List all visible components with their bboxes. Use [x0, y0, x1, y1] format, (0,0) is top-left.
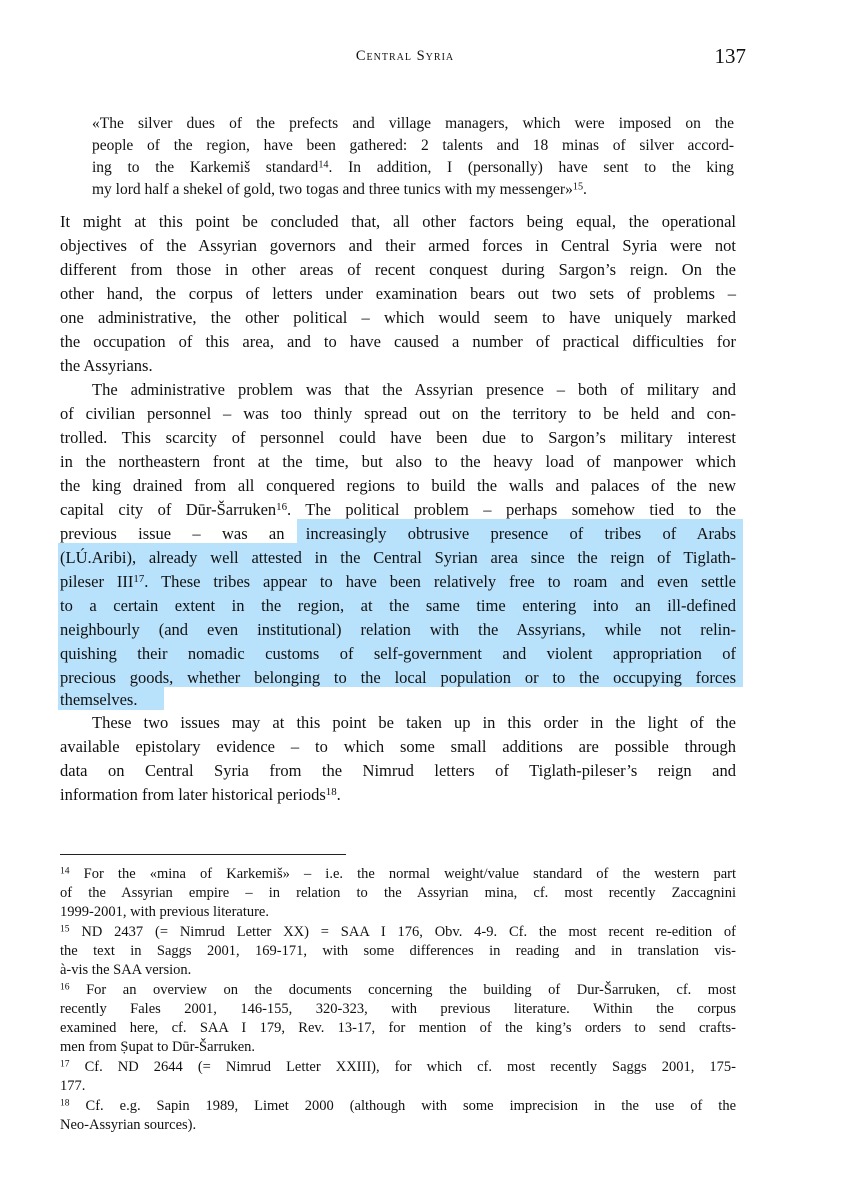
body-line: objectives of the Assyrian governors and their armed forces in Central Syria were not	[60, 236, 736, 255]
footnote-17: $^{17}$ Cf. ND 2644 (= Nimrud Letter XXIII), for which cf. most recently Saggs 2001, 175-	[60, 1058, 737, 1075]
footnote-16: $^{16}$ For an overview on the documents concerning the building of Dur-Šarruken, cf. most	[60, 981, 737, 998]
footnote-15: $^{15}$ ND 2437 (= Nimrud Letter XX) = SAA I 176, Obv. 4-9. Cf. the most recent re-edition of	[60, 923, 736, 940]
footnote-line: men from Ṣupat to Dūr-Šarruken.	[60, 1039, 256, 1055]
body-line: one administrative, the other political – which would seem to have uniquely marked	[60, 308, 736, 327]
quote-line: people of the region, have been gathered: 2 talents and 18 minas of silver accord-	[92, 137, 734, 154]
footnote-line: à-vis the SAA version.	[60, 962, 192, 978]
body-line: quishing their nomadic customs of self-government and violent appropriation of	[60, 644, 736, 663]
body-line: of civilian personnel – was too thinly spread out on the territory to be held and con-	[60, 404, 736, 423]
footnote-ref[interactable]: 17	[133, 573, 145, 586]
footnote-line: recently Fales 2001, 146-155, 320-323, with previous literature. Within the corpus	[60, 1001, 736, 1017]
body-line: available epistolary evidence – to which some small additions are possible through	[60, 737, 736, 756]
body-line: the king drained from all conquered regions to build the walls and palaces of the new	[60, 476, 736, 495]
body-line: information from later historical periods$^{18}$.	[60, 785, 341, 804]
footnote-line: 1999-2001, with previous literature.	[60, 904, 269, 920]
running-title: Central Syria	[355, 48, 455, 64]
page-number: 137	[714, 44, 746, 68]
footnote-line: the text in Saggs 2001, 169-171, with some differences in reading and in translation vis-	[60, 943, 736, 959]
body-line: themselves.	[60, 690, 138, 709]
body-line: previous issue – was an increasingly obtrusive presence of tribes of Arabs	[60, 524, 736, 543]
quote-line: «The silver dues of the prefects and village managers, which were imposed on the	[92, 115, 734, 132]
body-line: These two issues may at this point be taken up in this order in the light of the	[92, 713, 736, 732]
footnote-ref[interactable]: 15	[572, 181, 584, 193]
footnote-divider	[60, 854, 346, 855]
footnote-line: Neo-Assyrian sources).	[60, 1117, 197, 1133]
body-line: other hand, the corpus of letters under examination bears out two sets of problems –	[60, 284, 736, 303]
body-line: the Assyrians.	[60, 356, 153, 375]
footnote-ref[interactable]: 14	[318, 159, 329, 171]
body-line: capital city of Dūr-Šarruken$^{16}$. The political problem – perhaps somehow tied to the	[60, 500, 736, 519]
body-line: The administrative problem was that the Assyrian presence – both of military and	[92, 380, 736, 399]
body-line: It might at this point be concluded that, all other factors being equal, the operational	[60, 212, 736, 231]
body-line: trolled. This scarcity of personnel could have been due to Sargon’s military interest	[60, 428, 736, 447]
body-line: the occupation of this area, and to have caused a number of practical difficulties for	[60, 332, 736, 351]
footnote-line: examined here, cf. SAA I 179, Rev. 13-17, for mention of the king’s orders to send crafts-	[60, 1020, 736, 1036]
body-line: in the northeastern front at the time, but also to the heavy load of manpower which	[60, 452, 736, 471]
running-head	[60, 44, 750, 72]
quote-line: ing to the Karkemiš standard$^{14}$. In addition, I (personally) have sent to the king	[92, 159, 734, 176]
body-line: data on Central Syria from the Nimrud letters of Tiglath-pileser’s reign and	[60, 761, 736, 780]
body-line: precious goods, whether belonging to the local population or to the occupying forces	[60, 668, 736, 687]
quote-line: my lord half a shekel of gold, two togas and three tunics with my messenger»$^{15}$.	[92, 181, 587, 198]
footnote-18: $^{18}$ Cf. e.g. Sapin 1989, Limet 2000 (although with some imprecision in the use of the	[60, 1097, 737, 1114]
body-line: to a certain extent in the region, at the same time entering into an ill-defined	[60, 596, 736, 615]
body-line: (LÚ.Aribi), already well attested in the Central Syrian area since the reign of Tiglath-	[60, 548, 736, 567]
body-line: neighbourly (and even institutional) relation with the Assyrians, while not relin-	[60, 620, 736, 639]
body-line: pileser III$^{17}$. These tribes appear to have been relatively free to roam and even settle	[60, 572, 736, 591]
footnote-ref[interactable]: 18	[325, 786, 337, 799]
footnote-ref[interactable]: 16	[276, 501, 288, 514]
footnote-line: of the Assyrian empire – in relation to the Assyrian mina, cf. most recently Zaccagnini	[60, 885, 736, 901]
footnote-14: $^{14}$ For the «mina of Karkemiš» – i.e. the normal weight/value standard of the western part	[60, 865, 737, 882]
body-line: different from those in other areas of recent conquest during Sargon’s reign. On the	[60, 260, 736, 279]
footnote-line: 177.	[60, 1078, 86, 1094]
